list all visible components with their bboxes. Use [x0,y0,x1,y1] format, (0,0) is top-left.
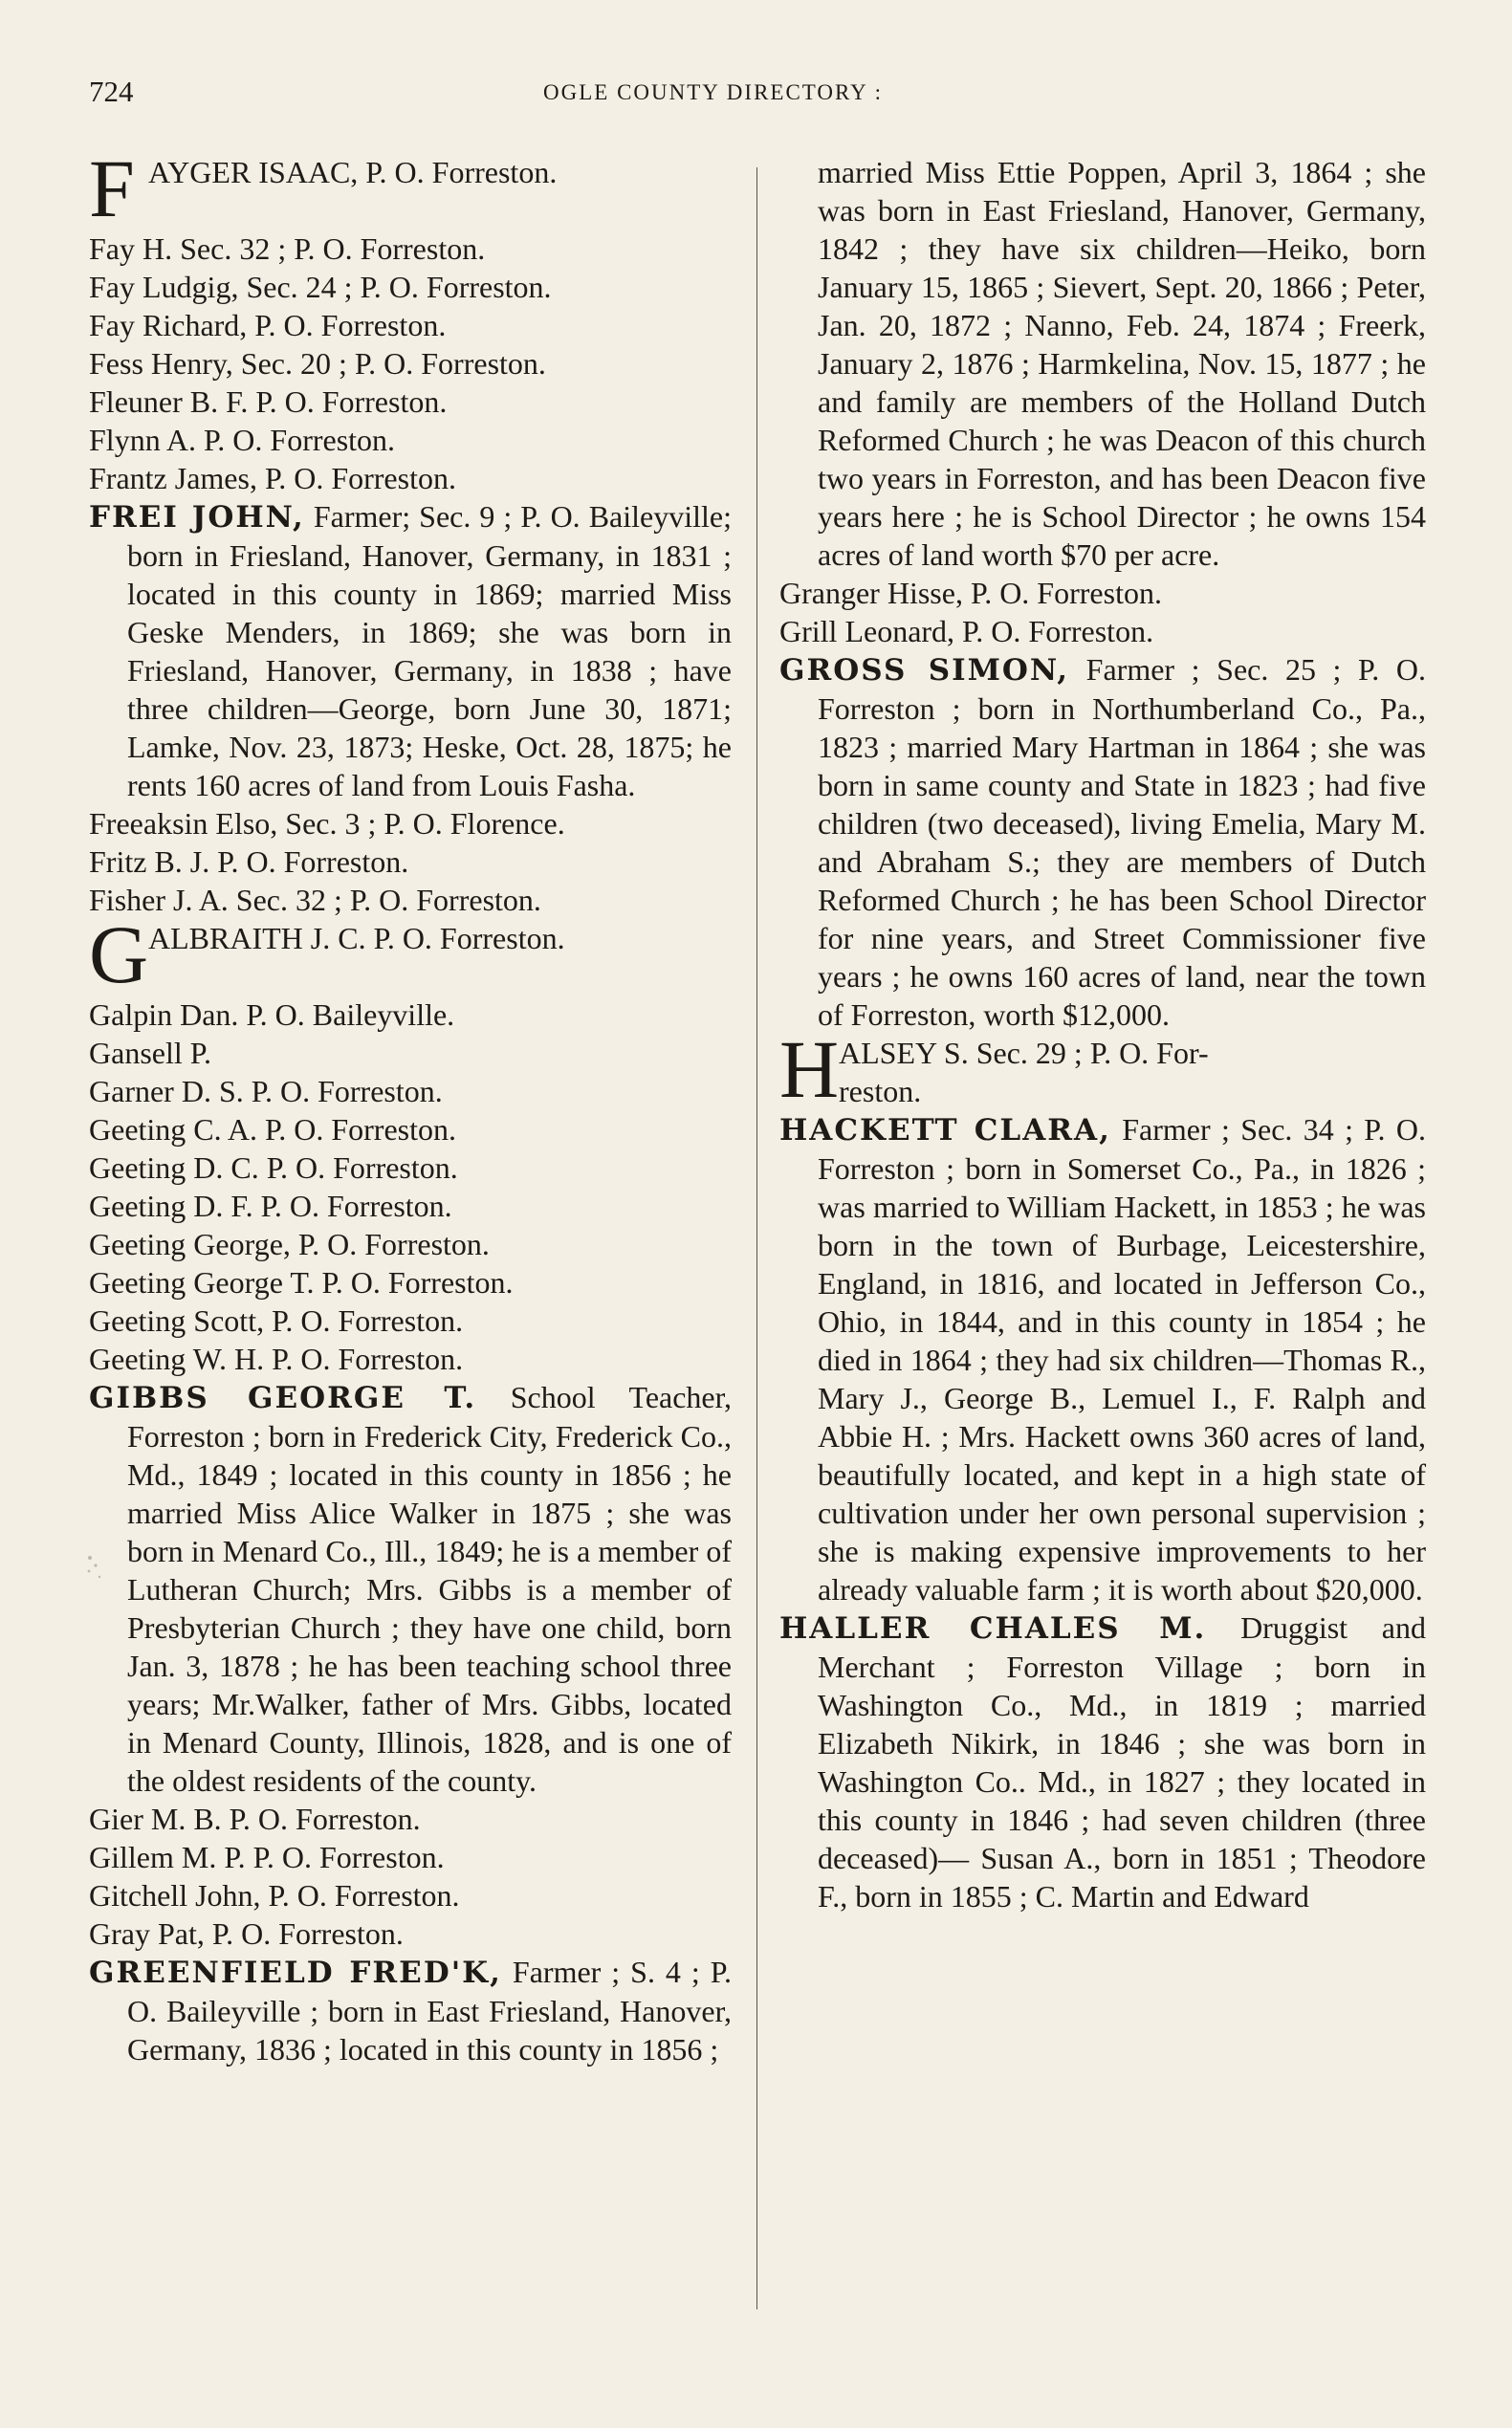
directory-listing: Geeting George, P. O. Forreston. [89,1227,490,1261]
directory-listing: Geeting D. F. P. O. Forreston. [89,1189,452,1223]
directory-listing: Gray Pat, P. O. Forreston. [89,1916,404,1951]
directory-listing: Fay Ludgig, Sec. 24 ; P. O. Forreston. [89,270,552,304]
section-first-entry: ALBRAITH J. C. P. O. Forreston. [148,921,565,955]
drop-initial: F [89,142,135,234]
directory-listing: Fisher J. A. Sec. 32 ; P. O. Forreston. [89,883,541,917]
directory-listing: Flynn A. P. O. Forreston. [89,423,396,457]
biography-entry [779,1608,1426,1915]
running-title: OGLE COUNTY DIRECTORY : [543,80,884,104]
entry-name: FREI JOHN, [89,500,305,535]
biography-entry [779,1110,1426,1608]
drop-initial: G [89,908,149,1000]
directory-listing: Geeting W. H. P. O. Forreston. [89,1342,464,1376]
directory-listing: Fess Henry, Sec. 20 ; P. O. Forreston. [89,346,546,381]
section-first-entry: ALSEY S. Sec. 29 ; P. O. For- [839,1036,1209,1070]
entry-text: Farmer ; S. 4 ; P. O. Baileyville ; born in East Friesland, Hanover, Germany, 1836 ; located in this county in 1856 ; [127,1955,733,2067]
directory-listing: Fay H. Sec. 32 ; P. O. Forreston. [89,231,486,266]
left-column [89,142,733,2068]
entry-text: Farmer; Sec. 9 ; P. O. Baileyville; born in Friesland, Hanover, Germany, in 1831 ; located in this county in 1869; married Miss Geske Menders, in 1869; she was born in Friesland, Hanover, Germany, in 1838 ; have three children—George, born June 30, 1871; Lamke, Nov. 23, 1873; Heske, Oct. 28, 1875; he rents 160 acres of land from Louis Fasha. [127,499,732,802]
section-first-entry: AYGER ISAAC, P. O. Forreston. [148,155,558,189]
directory-listing: Frantz James, P. O. Forreston. [89,461,456,495]
biography-entry [89,1378,732,1800]
section-heading-h [779,1023,1426,1115]
directory-listing: Fritz B. J. P. O. Forreston. [89,844,409,879]
directory-listing: Freeaksin Elso, Sec. 3 ; P. O. Florence. [89,806,565,841]
directory-listing: Granger Hisse, P. O. Forreston. [779,576,1162,610]
directory-listing: Garner D. S. P. O. Forreston. [89,1074,443,1108]
entry-text: Farmer ; Sec. 25 ; P. O. Forreston ; born in Northumberland Co., Pa., 1823 ; married Mary Hartman in 1864 ; she was born in same county and State in 1823 ; had five children (two deceased), living Emelia, Mary M. and Abraham S.; they are members of Dutch Reformed Church ; he has been School Director for nine years, and Street Commissioner five years ; he owns 160 acres of land, near the town of Forreston, worth $12,000. [818,652,1426,1032]
section-heading-g [89,908,732,1000]
directory-listing: Gier M. B. P. O. Forreston. [89,1802,421,1836]
directory-listing: Gansell P. [89,1036,211,1070]
ink-stain-icon [84,1552,105,1583]
directory-listing: Geeting Scott, P. O. Forreston. [89,1303,464,1338]
entry-name: HALLER CHALES M. [779,1611,1207,1646]
section-heading-f [89,142,732,234]
directory-listing: Geeting George T. P. O. Forreston. [89,1265,514,1300]
directory-listing: Fay Richard, P. O. Forreston. [89,308,447,342]
entry-name: GIBBS GEORGE T. [89,1381,477,1415]
biography-entry [89,497,732,804]
running-head [89,75,1428,113]
directory-listing: Galpin Dan. P. O. Baileyville. [89,997,455,1032]
entry-text: School Teacher, Forreston ; born in Frederick City, Frederick Co., Md., 1849 ; located in this county in 1856 ; he married Miss Alice Walker in 1875 ; she was born in Menard Co., Ill., 1849; he is a member of Lutheran Church; Mrs. Gibbs is a member of Presbyterian Church ; they have one child, born Jan. 3, 1878 ; he has been teaching school three years; Mr.Walker, father of Mrs. Gibbs, located in Menard County, Illinois, 1828, and is one of the oldest residents of the county. [127,1380,732,1798]
directory-listing: Geeting C. A. P. O. Forreston. [89,1112,456,1147]
directory-listing: Gillem M. P. P. O. Forreston. [89,1840,445,1874]
biography-entry [89,1953,732,2068]
entry-text: Druggist and Merchant ; Forreston Village ; born in Washington Co., Md., in 1819 ; married Elizabeth Nikirk, in 1846 ; she was born in Washington Co.. Md., in 1827 ; they located in this county in 1846 ; had seven children (three deceased)— Susan A., born in 1851 ; Theodore F., born in 1855 ; C. Martin and Edward [818,1610,1426,1914]
entry-name: GREENFIELD FRED'K, [89,1956,502,1990]
directory-listing: Gitchell John, P. O. Forreston. [89,1878,460,1913]
directory-listing: Geeting D. C. P. O. Forreston. [89,1150,458,1185]
entry-text: Farmer ; Sec. 34 ; P. O. Forreston ; born in Somerset Co., Pa., in 1826 ; was married to William Hackett, in 1853 ; he was born in the town of Burbage, Leicestershire, England, in 1816, and located in Jefferson Co., Ohio, in 1844, and in this county in 1854 ; he died in 1864 ; they had six children—Thomas R., Mary J., George B., Lemuel I., F. Ralph and Abbie H. ; Mrs. Hackett owns 360 acres of land, beautifully located, and kept in a high state of cultivation under her own personal supervision ; she is making expensive improvements to her already valuable farm ; it is worth about $20,000. [818,1112,1427,1607]
biography-entry [779,650,1426,1034]
right-column [779,153,1426,1915]
directory-listing: Fleuner B. F. P. O. Forreston. [89,384,448,419]
biography-continuation: married Miss Ettie Poppen, April 3, 1864 ; she was born in East Friesland, Hanover, Germany, 1842 ; they have six children—Heiko, born January 15, 1865 ; Sievert, Sept. 20, 1866 ; Peter, Jan. 20, 1872 ; Nanno, Feb. 24, 1874 ; Freerk, January 2, 1876 ; Harmkelina, Nov. 15, 1877 ; he and family are members of the Holland Dutch Reformed Church ; he was Deacon of this church two years in Forreston, and has been Deacon five years here ; he is School Director ; he owns 154 acres of land worth $70 per acre. [818,155,1426,572]
entry-name: HACKETT CLARA, [779,1113,1111,1148]
entry-name: GROSS SIMON, [779,653,1070,688]
page-number: 724 [89,75,134,108]
column-divider [756,167,757,2309]
directory-listing: Grill Leonard, P. O. Forreston. [779,614,1154,648]
section-first-entry-cont: reston. [839,1074,922,1108]
drop-initial: H [779,1023,840,1115]
